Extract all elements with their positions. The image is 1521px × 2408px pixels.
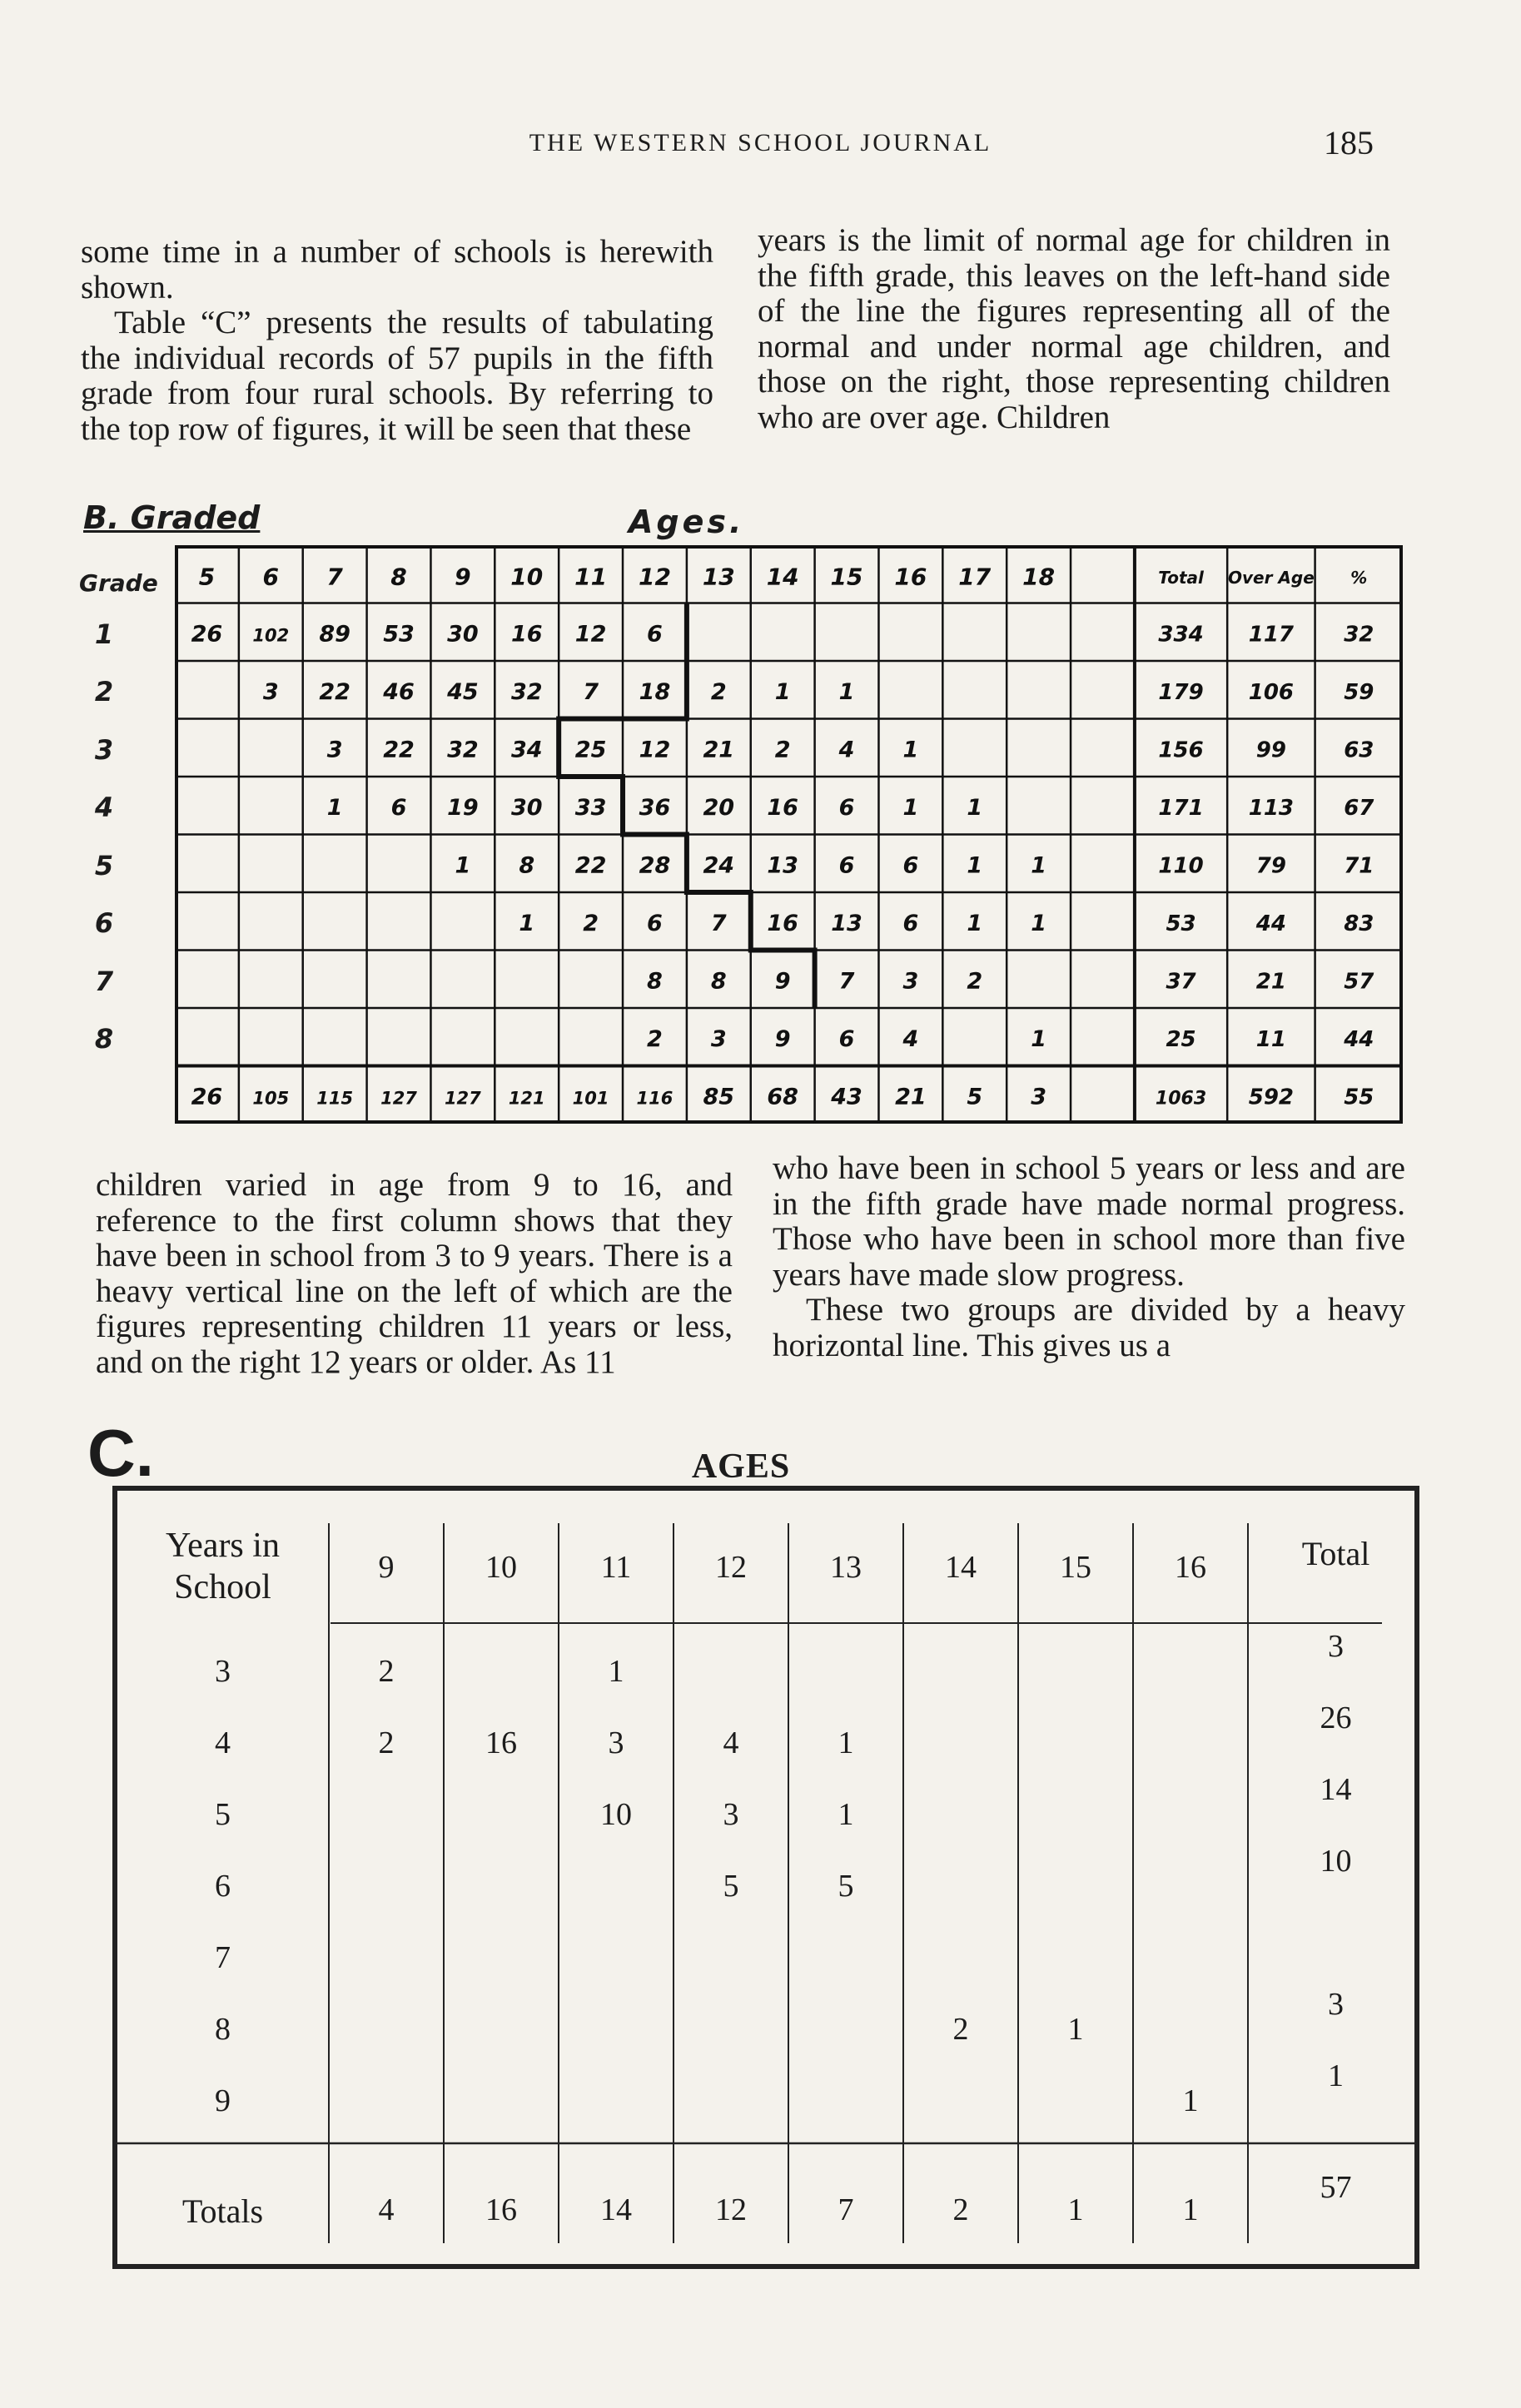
table-b-summary-cell: 71 [1344, 853, 1374, 879]
paragraph: years is the limit of normal age for children in the fifth grade, this leaves on the left-hand side of the line the figures representing all of the normal and under normal age children, and those on the right, those representing children who are over age. Children [758, 222, 1390, 435]
table-b-cell: 2 [774, 737, 791, 763]
table-c-cell: 4 [723, 1725, 739, 1760]
table-b-grade-heading: Grade [79, 569, 158, 597]
table-b-cell: 26 [191, 1084, 223, 1110]
table-b-cell: 89 [319, 621, 350, 648]
table-b-summary-cell: 67 [1344, 795, 1374, 821]
table-b-cell: 16 [510, 621, 543, 648]
table-b-summary-cell: 25 [1166, 1026, 1196, 1052]
table-c-years-label: 9 [215, 2083, 231, 2118]
table-b-cell: 19 [447, 794, 479, 821]
table-b-summary-cell: 32 [1344, 622, 1374, 648]
running-head: THE WESTERN SCHOOL JOURNAL [529, 129, 992, 156]
table-c-age-header: 15 [1060, 1550, 1091, 1585]
table-c-column-total: 7 [838, 2192, 854, 2227]
table-b-summary-cell: 117 [1248, 622, 1295, 648]
table-b-age-header: 16 [894, 563, 927, 591]
table-c-cell: 1 [838, 1797, 854, 1832]
table-b-summary-cell: 1063 [1155, 1088, 1207, 1110]
table-b-cell: 7 [710, 910, 727, 936]
table-c-row-total: 3 [1328, 1629, 1344, 1664]
table-b-cell: 16 [767, 794, 798, 821]
table-c-row-total: 10 [1320, 1844, 1352, 1879]
table-b-cell: 6 [647, 621, 663, 648]
table-c-years-label: 7 [215, 1940, 231, 1975]
table-b-summary-cell: 110 [1158, 853, 1204, 879]
table-b-cell: 24 [703, 852, 735, 879]
table-b-age-header: 11 [574, 563, 608, 591]
table-b-summary-cell: 21 [1255, 969, 1286, 995]
table-b-cell: 1 [1031, 852, 1047, 879]
table-b-cell: 16 [767, 910, 798, 936]
paragraph: children varied in age from 9 to 16, and reference to the first column shows that they have been in school from 3 to 9 years. There is a heavy vertical line on the left of which are the figures representing children 11 years or less, and on the right 12 years or older. As 11 [96, 1167, 733, 1380]
table-b-age-header: 10 [510, 563, 544, 591]
table-b-summary-cell: 63 [1344, 737, 1374, 763]
table-b-cell: 1 [326, 794, 343, 821]
table-b-cell: 1 [838, 678, 855, 705]
table-b-cell: 115 [316, 1088, 354, 1109]
table-b-cell: 1 [774, 678, 791, 705]
table-b-cell: 1 [967, 794, 983, 821]
table-b-cell: 85 [703, 1084, 735, 1110]
table-b-cell: 32 [447, 737, 479, 763]
table-b-cell: 1 [902, 737, 919, 763]
table-b-cell: 105 [252, 1088, 290, 1109]
paragraph: some time in a number of schools is herewith shown. [81, 234, 713, 305]
table-b-summary-cell: 179 [1158, 679, 1204, 705]
table-b-grade-label: 7 [94, 965, 114, 997]
table-b-cell: 43 [831, 1084, 862, 1110]
table-c-years-label: 8 [215, 2012, 231, 2047]
table-b-cell: 3 [262, 678, 279, 705]
table-b-cell: 22 [383, 737, 415, 763]
table-b-age-header: 17 [958, 563, 992, 591]
table-b-ages-heading: Ages. [629, 504, 745, 540]
table-c-age-header: 12 [715, 1550, 747, 1585]
table-b-summary-cell: 106 [1248, 679, 1295, 705]
table-c-cell: 1 [838, 1725, 854, 1760]
table-b-cell: 102 [252, 625, 290, 646]
table-c-age-header: 11 [600, 1550, 632, 1585]
table-c-years-label: 6 [215, 1869, 231, 1904]
table-c-age-header: 14 [945, 1550, 977, 1585]
table-b-cell: 9 [774, 1025, 791, 1052]
table-c-row-total: 26 [1320, 1700, 1352, 1735]
table-c-cell: 1 [1182, 2083, 1199, 2118]
table-b-summary-header: Over Age [1227, 567, 1315, 588]
table-b-cell: 1 [902, 794, 919, 821]
table-b-cell: 6 [902, 910, 919, 936]
table-b-cell: 6 [647, 910, 663, 936]
table-b-cell: 127 [444, 1088, 481, 1109]
table-c-age-header: 10 [485, 1550, 517, 1585]
table-b-cell: 4 [838, 737, 855, 763]
table-b-cell: 7 [838, 968, 855, 995]
table-b-age-header: 5 [198, 563, 216, 591]
table-b-cell: 1 [455, 852, 471, 879]
table-c-cell: 5 [838, 1869, 854, 1904]
table-c-cell: 2 [378, 1654, 395, 1689]
table-c-row-header: Years in [166, 1527, 280, 1565]
table-c-grand-total: 57 [1320, 2170, 1352, 2205]
table-b-cell: 13 [767, 852, 798, 879]
table-b-age-header: 14 [766, 563, 799, 591]
table-c-row-total: 14 [1320, 1772, 1352, 1807]
table-b-cell: 8 [710, 968, 727, 995]
table-c-row-total: 1 [1328, 2058, 1344, 2093]
table-b-grade-label: 6 [94, 907, 114, 939]
table-b-summary-cell: 99 [1255, 737, 1286, 763]
table-b-cell: 7 [583, 678, 599, 705]
table-b-cell: 6 [838, 794, 855, 821]
table-b-cell: 3 [902, 968, 919, 995]
table-c-cell: 10 [600, 1797, 632, 1832]
table-b-summary-cell: 59 [1344, 679, 1374, 705]
table-c-letter: C. [87, 1416, 154, 1490]
table-b-grade-label: 2 [94, 676, 114, 708]
table-b-grid [175, 545, 1403, 1124]
table-b-caption: B. Graded [83, 499, 261, 536]
table-c-cell: 5 [723, 1869, 739, 1904]
paragraph: who have been in school 5 years or less and are in the fifth grade have made normal progress. Those who have been in school more than five years have made slow progress. [773, 1150, 1405, 1293]
middle-left-column [96, 1168, 733, 1380]
table-b-summary-cell: 83 [1344, 911, 1374, 936]
table-b-cell: 4 [902, 1025, 919, 1052]
table-b-cell: 2 [710, 678, 727, 705]
table-b-cell: 13 [831, 910, 862, 936]
table-b-cell: 25 [574, 737, 607, 763]
table-b-cell: 53 [383, 621, 415, 648]
table-b-age-header: 12 [638, 563, 671, 591]
table-b-cell: 30 [447, 621, 479, 648]
table-c-cell: 2 [378, 1725, 395, 1760]
page-number: 185 [1324, 124, 1374, 161]
table-b-cell: 6 [838, 852, 855, 879]
table-c-column-total: 1 [1182, 2192, 1199, 2227]
table-b-cell: 6 [390, 794, 407, 821]
table-b-age-header: 9 [455, 563, 471, 591]
table-c-grid [108, 1473, 1424, 2272]
table-b-cell: 2 [967, 968, 983, 995]
table-b-age-header: 6 [262, 563, 280, 591]
table-b-cell: 6 [902, 852, 919, 879]
top-left-column [81, 235, 713, 447]
table-b-summary-cell: 334 [1158, 622, 1204, 648]
table-c-cell: 3 [723, 1797, 739, 1832]
table-b-summary-header: Total [1158, 567, 1204, 588]
table-c-ages-heading: AGES [691, 1447, 791, 1486]
table-b-summary-header: % [1350, 567, 1368, 588]
table-b-cell: 22 [319, 678, 350, 705]
table-b-cell: 1 [1031, 1025, 1047, 1052]
table-b-cell: 5 [967, 1084, 983, 1110]
table-c-cell: 3 [608, 1725, 624, 1760]
table-b-summary-cell: 57 [1344, 969, 1374, 995]
table-c-column-total: 12 [715, 2192, 747, 2227]
table-b-grade-label: 4 [94, 792, 114, 823]
table-c-column-total: 14 [600, 2192, 632, 2227]
table-b-cell: 116 [636, 1088, 674, 1109]
table-b-summary-cell: 55 [1344, 1085, 1374, 1110]
table-b-age-header: 18 [1022, 563, 1056, 591]
table-b-summary-cell: 44 [1344, 1026, 1374, 1052]
table-c-age-header: 9 [378, 1550, 395, 1585]
table-b-cell: 12 [639, 737, 671, 763]
table-c-cell: 16 [485, 1725, 517, 1760]
table-b-cell: 28 [639, 852, 671, 879]
table-c-row-total: 3 [1328, 1987, 1344, 2022]
table-b-summary-cell: 11 [1255, 1026, 1286, 1052]
table-b-grade-label: 3 [94, 733, 114, 766]
table-b-cell: 33 [574, 794, 607, 821]
paragraph: These two groups are divided by a heavy horizontal line. This gives us a [773, 1292, 1405, 1363]
table-b-cell: 45 [447, 678, 479, 705]
table-c-age-header: 16 [1175, 1550, 1206, 1585]
table-b-age-header: 7 [326, 563, 343, 591]
table-c-border [115, 1488, 1417, 2266]
table-b-cell: 46 [383, 678, 415, 705]
table-b-cell: 1 [967, 910, 983, 936]
table-b-summary-cell: 44 [1255, 911, 1286, 936]
table-c-years-label: 3 [215, 1654, 231, 1689]
table-b-cell: 1 [519, 910, 535, 936]
table-c-cell: 1 [608, 1654, 624, 1689]
table-c-row-header: School [174, 1568, 271, 1606]
table-b-cell: 1 [1031, 910, 1047, 936]
table-c-total-header: Total [1301, 1535, 1370, 1572]
table-b-cell: 68 [767, 1084, 798, 1110]
table-c-column-total: 1 [1067, 2192, 1084, 2227]
table-b-cell: 36 [639, 794, 671, 821]
table-c-cell: 2 [952, 2012, 969, 2047]
table-b-cell: 22 [574, 852, 607, 879]
table-b-summary-cell: 171 [1158, 795, 1204, 821]
table-b-grade-label: 8 [94, 1023, 114, 1055]
table-b-age-header: 15 [830, 563, 863, 591]
table-b-cell: 30 [510, 794, 543, 821]
table-b-cell: 101 [572, 1088, 609, 1109]
table-b-cell: 2 [583, 910, 599, 936]
table-c-totals-label: Totals [181, 2192, 264, 2230]
table-c-age-header: 13 [830, 1550, 862, 1585]
table-b-cell: 21 [703, 737, 735, 763]
table-b-cell: 34 [510, 737, 543, 763]
table-b-grade-label: 1 [94, 618, 114, 650]
table-b-grade-label: 5 [94, 849, 114, 881]
table-b-cell: 3 [326, 737, 343, 763]
table-b-age-header: 13 [702, 563, 735, 591]
table-b-cell: 8 [647, 968, 663, 995]
table-b-summary-cell: 79 [1255, 853, 1286, 879]
table-c-years-label: 5 [215, 1797, 231, 1832]
table-b-cell: 1 [967, 852, 983, 879]
table-c-column-total: 2 [952, 2192, 969, 2227]
table-b-cell: 18 [639, 678, 671, 705]
table-b-cell: 6 [838, 1025, 855, 1052]
middle-right-column [773, 1151, 1405, 1363]
table-c-years-label: 4 [215, 1725, 231, 1760]
table-b-cell: 3 [710, 1025, 727, 1052]
table-c-column-total: 4 [378, 2192, 395, 2227]
table-b-summary-cell: 113 [1248, 795, 1295, 821]
table-b-cell: 121 [508, 1088, 545, 1109]
table-b-summary-cell: 37 [1166, 969, 1196, 995]
table-b-cell: 8 [519, 852, 535, 879]
table-b-cell: 3 [1031, 1084, 1047, 1110]
table-b-cell: 127 [380, 1088, 417, 1109]
table-b-cell: 32 [510, 678, 543, 705]
table-c-column-total: 16 [485, 2192, 517, 2227]
table-b-cell: 2 [647, 1025, 663, 1052]
table-b-age-header: 8 [390, 563, 407, 591]
top-right-column [758, 223, 1390, 435]
table-b-cell: 12 [574, 621, 607, 648]
paragraph: Table “C” presents the results of tabulating the individual records of 57 pupils in the fifth grade from four rural schools. By referring to the top row of figures, it will be seen that these [81, 305, 713, 447]
table-b-summary-cell: 592 [1248, 1085, 1295, 1110]
table-b-cell: 20 [703, 794, 735, 821]
table-b-cell: 21 [895, 1084, 927, 1110]
table-b-summary-cell: 156 [1158, 737, 1204, 763]
table-b-summary-cell: 53 [1166, 911, 1196, 936]
table-b-cell: 26 [191, 621, 223, 648]
table-c-cell: 1 [1067, 2012, 1084, 2047]
table-b-cell: 9 [774, 968, 791, 995]
